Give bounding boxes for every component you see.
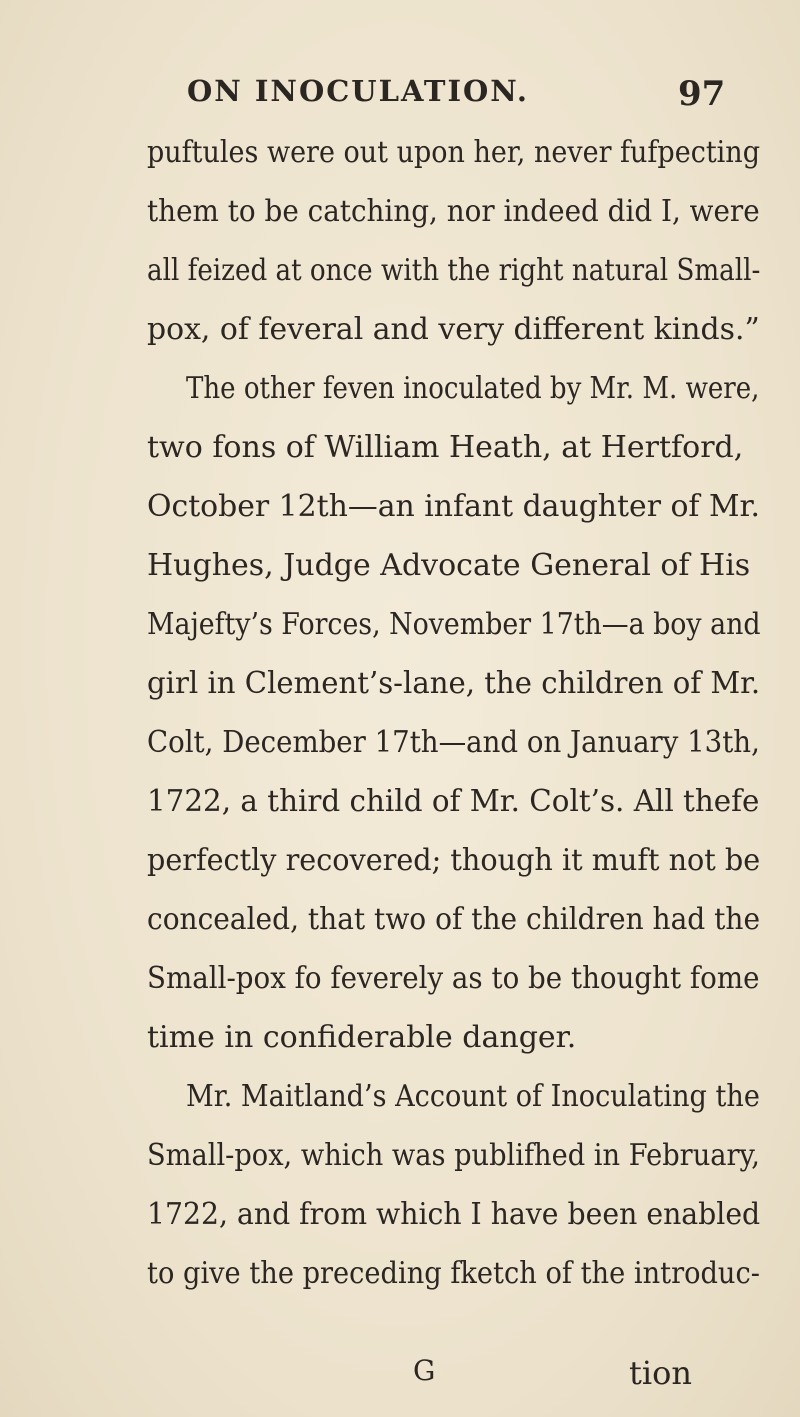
text-line: time in confiderable danger. <box>147 1020 577 1055</box>
text-line: all feized at once with the right natural Small- <box>147 253 761 288</box>
signature-mark: G <box>413 1354 436 1387</box>
text-line: concealed, that two of the children had the <box>147 902 761 937</box>
text-line: puftules were out upon her, never fufpecting <box>147 135 760 170</box>
page-footer <box>0 1354 800 1399</box>
text-line: two fons of William Heath, at Hertford, <box>147 430 744 465</box>
text-line: The other feven inoculated by Mr. M. were, <box>186 371 760 406</box>
text-line: 1722, and from which I have been enabled <box>147 1197 761 1232</box>
text-line: to give the preceding fketch of the introduc- <box>147 1256 760 1291</box>
text-line: Small-pox fo feverely as to be thought fome <box>147 961 760 996</box>
text-line: pox, of feveral and very different kinds.” <box>147 312 760 347</box>
text-line: Hughes, Judge Advocate General of His <box>147 548 751 583</box>
text-line: Mr. Maitland’s Account of Inoculating the <box>186 1079 760 1114</box>
text-line: perfectly recovered; though it muft not be <box>147 843 761 878</box>
text-line: October 12th—an infant daughter of Mr. <box>147 489 761 524</box>
page-header <box>0 74 800 124</box>
running-head: ON INOCULATION. <box>187 74 530 108</box>
page-number: 97 <box>678 74 726 114</box>
text-line: them to be catching, nor indeed did I, were <box>147 194 760 229</box>
text-line: Majefty’s Forces, November 17th—a boy and <box>147 607 761 642</box>
text-line: girl in Clement’s-lane, the children of Mr. <box>147 666 761 701</box>
text-line: Small-pox, which was publifhed in February, <box>147 1138 760 1173</box>
catchword: tion <box>629 1354 692 1392</box>
text-line: Colt, December 17th—and on January 13th, <box>147 725 760 760</box>
text-line: 1722, a third child of Mr. Colt’s. All thefe <box>147 784 760 819</box>
